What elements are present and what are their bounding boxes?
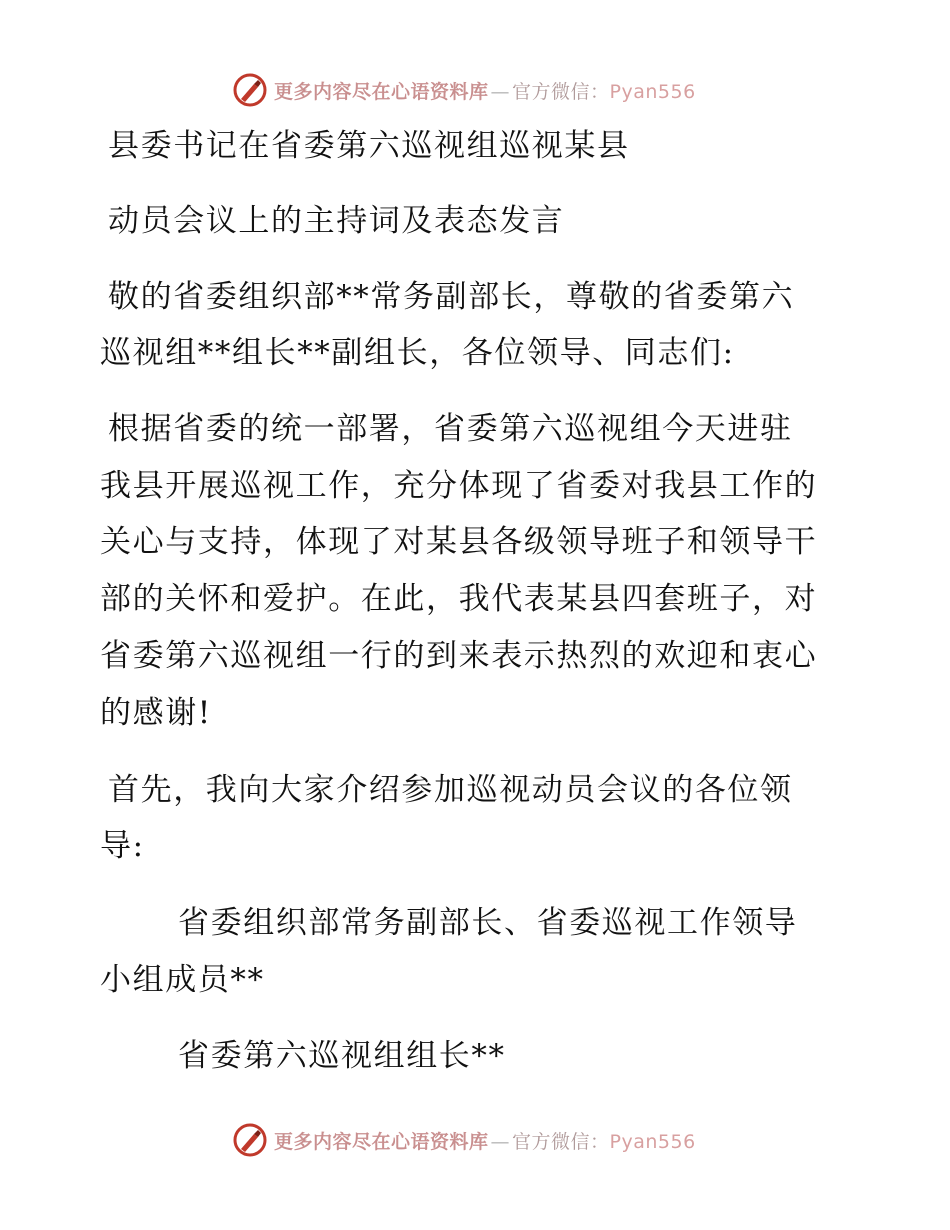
watermark-separator: — [490,80,511,103]
pen-logo-icon [232,1122,268,1158]
salutation-line-1: 敬的省委组织部**常务副部长，尊敬的省委第六 [108,279,795,315]
leader-line: 小组成员** [100,962,265,998]
salutation-line-2: 巡视组**组长**副组长，各位领导、同志们: [100,335,735,371]
paragraph-line: 我县开展巡视工作，充分体现了省委对我县工作的 [100,468,818,504]
watermark-wechat-id: Pyan556 [609,80,696,103]
watermark-official: 官方微信： [512,80,610,103]
paragraph-line: 省委第六巡视组一行的到来表示热烈的欢迎和衷心 [100,638,818,674]
header-watermark [232,70,752,110]
leader-line: 省委第六巡视组组长** [178,1038,506,1074]
paragraph-line: 部的关怀和爱护。在此，我代表某县四套班子，对 [100,581,818,617]
watermark-main: 更多内容尽在心语资料库 [274,1130,489,1153]
footer-watermark [232,1120,752,1160]
paragraph-line: 关心与支持，体现了对某县各级领导班子和领导干 [100,524,818,560]
leader-line: 省委组织部常务副部长、省委巡视工作领导 [178,905,798,941]
paragraph-line: 首先，我向大家介绍参加巡视动员会议的各位领 [108,772,793,808]
paragraph-line: 根据省委的统一部署，省委第六巡视组今天进驻 [108,411,793,447]
watermark-wechat-id: Pyan556 [609,1130,696,1153]
title-line-1: 县委书记在省委第六巡视组巡视某县 [108,128,630,164]
watermark-text [274,1127,696,1154]
watermark-text [274,77,696,104]
watermark-official: 官方微信： [512,1130,610,1153]
pen-logo-icon [232,72,268,108]
title-line-2: 动员会议上的主持词及表态发言 [108,203,565,239]
watermark-main: 更多内容尽在心语资料库 [274,80,489,103]
watermark-separator: — [490,1130,511,1153]
paragraph-line: 导: [100,828,145,864]
paragraph-line: 的感谢! [100,695,212,731]
